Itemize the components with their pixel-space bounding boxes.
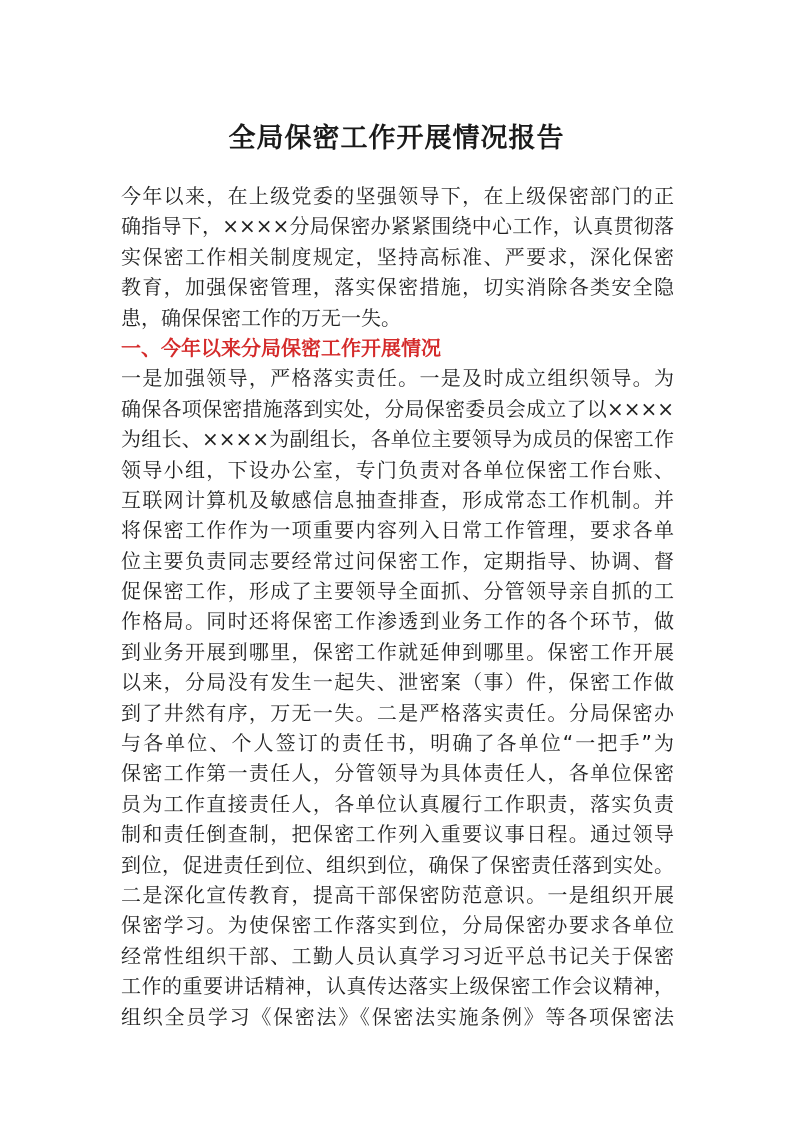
body-line: 确保各项保密措施落到实处，分局保密委员会成立了以×××× <box>121 396 674 421</box>
body-line: 以来，分局没有发生一起失、泄密案（事）件，保密工作做 <box>121 670 674 695</box>
body-line: 互联网计算机及敏感信息抽查排查，形成常态工作机制。并 <box>121 487 674 512</box>
body-line: 一是加强领导，严格落实责任。一是及时成立组织领导。为 <box>121 366 674 391</box>
page-title: 全局保密工作开展情况报告 <box>228 123 565 154</box>
body-line: 将保密工作作为一项重要内容列入日常工作管理，要求各单 <box>121 518 674 543</box>
intro-line: 患，确保保密工作的万无一失。 <box>121 305 401 330</box>
body-line: 保密学习。为使保密工作落实到位，分局保密办要求各单位 <box>121 913 674 938</box>
body-line: 经常性组织干部、工勤人员认真学习习近平总书记关于保密 <box>121 943 674 968</box>
intro-line: 教育，加强保密管理，落实保密措施，切实消除各类安全隐 <box>121 275 674 300</box>
body-line: 为组长、××××为副组长，各单位主要领导为成员的保密工作 <box>121 427 674 452</box>
body-line: 保密工作第一责任人，分管领导为具体责任人，各单位保密 <box>121 761 674 786</box>
body-line: 作格局。同时还将保密工作渗透到业务工作的各个环节，做 <box>121 609 674 634</box>
body-line: 领导小组，下设办公室，专门负责对各单位保密工作台账、 <box>121 457 674 482</box>
body-line: 位主要负责同志要经常过问保密工作，定期指导、协调、督 <box>121 548 674 573</box>
report-body <box>121 181 674 1032</box>
body-line: 制和责任倒查制，把保密工作列入重要议事日程。通过领导 <box>121 822 674 847</box>
section-heading: 一、今年以来分局保密工作开展情况 <box>121 335 441 360</box>
body-line: 到了井然有序，万无一失。二是严格落实责任。分局保密办 <box>121 700 674 725</box>
intro-line: 确指导下，××××分局保密办紧紧围绕中心工作，认真贯彻落 <box>121 214 674 239</box>
body-line: 员为工作直接责任人，各单位认真履行工作职责，落实负责 <box>121 791 674 816</box>
body-line: 组织全员学习《保密法》《保密法实施条例》等各项保密法 <box>121 1004 674 1029</box>
intro-line: 实保密工作相关制度规定，坚持高标准、严要求，深化保密 <box>121 244 674 269</box>
intro-line: 今年以来，在上级党委的坚强领导下，在上级保密部门的正 <box>121 184 674 208</box>
body-line: 二是深化宣传教育，提高干部保密防范意识。一是组织开展 <box>121 882 674 907</box>
body-line: 到位，促进责任到位、组织到位，确保了保密责任落到实处。 <box>121 852 674 877</box>
body-line: 工作的重要讲话精神，认真传达落实上级保密工作会议精神， <box>121 974 674 999</box>
body-line: 到业务开展到哪里，保密工作就延伸到哪里。保密工作开展 <box>121 639 674 664</box>
body-line: 促保密工作，形成了主要领导全面抓、分管领导亲自抓的工 <box>121 579 674 604</box>
body-line: 与各单位、个人签订的责任书，明确了各单位“一把手”为 <box>121 731 674 756</box>
